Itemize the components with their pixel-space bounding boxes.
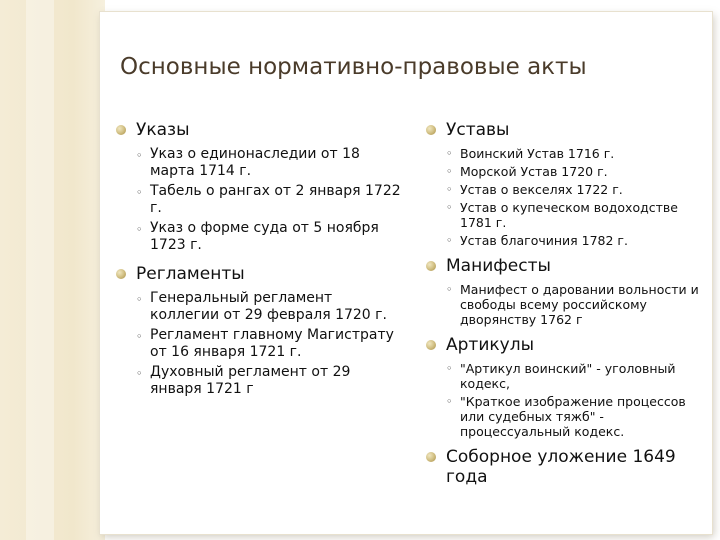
circle-bullet-icon: ◦ [446, 147, 453, 160]
circle-bullet-icon: ◦ [446, 183, 453, 196]
list-item [424, 282, 712, 327]
circle-bullet-icon: ◦ [136, 293, 143, 306]
circle-bullet-icon: ◦ [136, 330, 143, 343]
circle-bullet-icon: ◦ [446, 201, 453, 214]
section-heading-text: Артикулы [446, 335, 534, 355]
list-item-text: Устав о купеческом водоходстве 1781 г. [460, 200, 678, 230]
list-item [114, 290, 404, 324]
list-item-text: Регламент главному Магистрату от 16 января 1721 г. [150, 327, 394, 360]
section-heading [424, 256, 712, 276]
list-item [424, 182, 712, 197]
sub-list [114, 146, 404, 254]
sub-list [424, 146, 712, 248]
list-item [114, 183, 404, 217]
circle-bullet-icon: ◦ [446, 362, 453, 375]
slide [100, 12, 712, 534]
list-item [114, 364, 404, 398]
background-stripe-highlight [26, 0, 54, 540]
section-heading [114, 264, 404, 284]
section-heading-text: Указы [136, 120, 190, 140]
sub-list [424, 361, 712, 439]
circle-bullet-icon: ◦ [446, 283, 453, 296]
section-heading-text: Уставы [446, 120, 510, 140]
slide-title: Основные нормативно-правовые акты [120, 54, 587, 80]
list-item-text: Манифест о даровании вольности и свободы всему российскому дворянству 1762 г [460, 282, 699, 327]
list-item-text: "Артикул воинский" - уголовный кодекс, [460, 361, 676, 391]
section-ustavy [424, 120, 712, 248]
section-manifesty [424, 256, 712, 327]
right-column [424, 120, 712, 493]
circle-bullet-icon: ◦ [446, 234, 453, 247]
section-heading [424, 335, 712, 355]
list-item [424, 394, 712, 439]
list-item [114, 146, 404, 180]
circle-bullet-icon: ◦ [136, 186, 143, 199]
circle-bullet-icon: ◦ [446, 165, 453, 178]
circle-bullet-icon: ◦ [136, 367, 143, 380]
list-item-text: Табель о рангах от 2 января 1722 г. [150, 183, 401, 216]
section-heading [424, 120, 712, 140]
bullet-icon [426, 340, 436, 350]
section-heading-text: Манифесты [446, 256, 551, 276]
list-item-text: Устав о векселях 1722 г. [460, 182, 623, 197]
list-item-text: Генеральный регламент коллегии от 29 февраля 1720 г. [150, 290, 387, 323]
section-ukazy [114, 120, 404, 254]
list-item-text: Духовный регламент от 29 января 1721 г [150, 364, 351, 397]
section-reglamenty [114, 264, 404, 398]
section-heading-text: Соборное уложение 1649 года [446, 447, 676, 487]
section-heading [114, 120, 404, 140]
list-item-text: Воинский Устав 1716 г. [460, 146, 615, 161]
circle-bullet-icon: ◦ [136, 223, 143, 236]
list-item [114, 220, 404, 254]
list-item [424, 233, 712, 248]
list-item-text: Указ о форме суда от 5 ноября 1723 г. [150, 220, 379, 253]
list-item [114, 327, 404, 361]
list-item-text: "Краткое изображение процессов или судебных тяжб" - процессуальный кодекс. [460, 394, 686, 439]
section-sobornoe-ulozhenie [424, 447, 712, 487]
section-artikuly [424, 335, 712, 439]
section-heading [424, 447, 712, 487]
section-heading-text: Регламенты [136, 264, 245, 284]
list-item [424, 361, 712, 391]
bullet-icon [426, 261, 436, 271]
list-item-text: Указ о единонаследии от 18 марта 1714 г. [150, 146, 360, 179]
sub-list [114, 290, 404, 398]
list-item [424, 146, 712, 161]
list-item-text: Морской Устав 1720 г. [460, 164, 608, 179]
bullet-icon [426, 125, 436, 135]
bullet-icon [116, 269, 126, 279]
circle-bullet-icon: ◦ [446, 395, 453, 408]
left-column [114, 120, 404, 408]
bullet-icon [116, 125, 126, 135]
sub-list [424, 282, 712, 327]
bullet-icon [426, 452, 436, 462]
list-item-text: Устав благочиния 1782 г. [460, 233, 628, 248]
list-item [424, 200, 712, 230]
circle-bullet-icon: ◦ [136, 149, 143, 162]
list-item [424, 164, 712, 179]
